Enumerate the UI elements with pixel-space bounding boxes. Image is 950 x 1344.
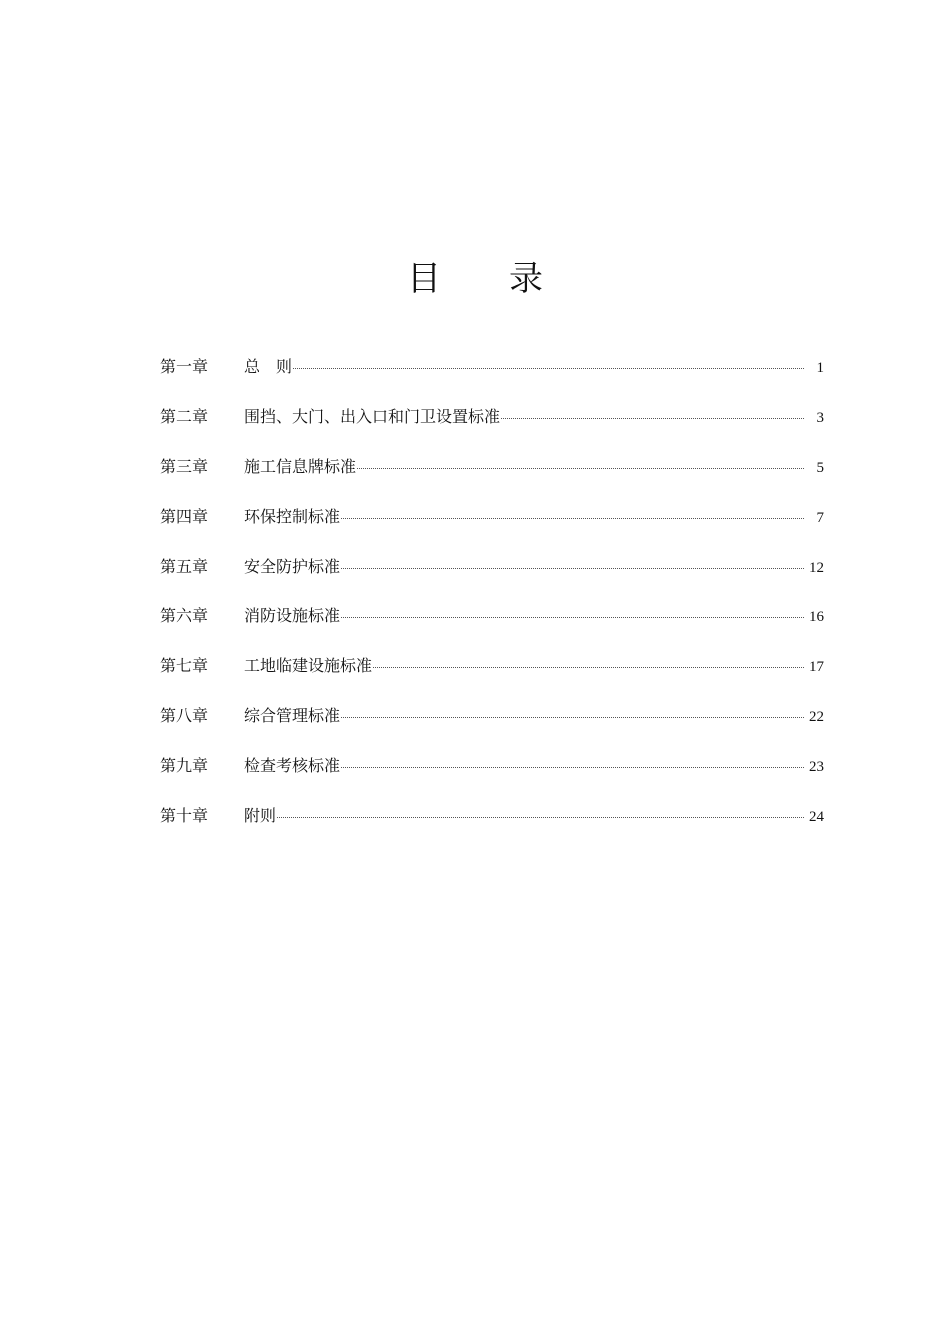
dot-leader bbox=[341, 554, 804, 569]
chapter-number: 第四章 bbox=[160, 506, 209, 526]
dot-leader bbox=[357, 454, 804, 469]
page-number: 17 bbox=[809, 659, 824, 676]
dot-leader bbox=[277, 803, 804, 818]
chapter-number: 第五章 bbox=[160, 556, 209, 576]
dot-leader bbox=[293, 354, 804, 369]
chapter-title: 环保控制标准 bbox=[244, 506, 341, 526]
toc-entry[interactable] bbox=[160, 649, 824, 699]
page-number: 3 bbox=[816, 409, 824, 426]
chapter-title: 总 则 bbox=[244, 357, 293, 376]
dot-leader bbox=[341, 504, 804, 519]
toc-entry[interactable] bbox=[160, 550, 824, 600]
toc-entry[interactable] bbox=[160, 500, 824, 550]
page-number: 5 bbox=[816, 459, 824, 476]
page-number: 23 bbox=[809, 759, 824, 776]
chapter-number: 第十章 bbox=[160, 806, 209, 826]
chapter-title: 工地临建设施标准 bbox=[244, 656, 373, 676]
toc-entry[interactable] bbox=[160, 450, 824, 500]
chapter-title: 综合管理标准 bbox=[244, 706, 341, 726]
chapter-title: 检查考核标准 bbox=[244, 756, 341, 776]
chapter-number: 第一章 bbox=[160, 357, 209, 376]
chapter-number: 第七章 bbox=[160, 656, 209, 676]
page-number: 16 bbox=[809, 609, 824, 626]
chapter-title: 消防设施标准 bbox=[244, 606, 341, 626]
dot-leader bbox=[341, 753, 804, 768]
toc-entry[interactable] bbox=[160, 599, 824, 649]
toc-entry[interactable] bbox=[160, 699, 824, 749]
chapter-number: 第八章 bbox=[160, 706, 209, 726]
chapter-number: 第二章 bbox=[160, 406, 209, 426]
chapter-number: 第三章 bbox=[160, 456, 209, 476]
dot-leader bbox=[341, 603, 804, 618]
page-number: 22 bbox=[809, 709, 824, 726]
chapter-title: 附则 bbox=[244, 806, 277, 826]
dot-leader bbox=[501, 404, 804, 419]
dot-leader bbox=[373, 653, 804, 668]
page-number: 7 bbox=[816, 509, 824, 526]
page-number: 24 bbox=[809, 809, 824, 826]
chapter-title: 施工信息牌标准 bbox=[244, 456, 357, 476]
chapter-title: 安全防护标准 bbox=[244, 556, 341, 576]
dot-leader bbox=[341, 703, 804, 718]
chapter-number: 第六章 bbox=[160, 606, 209, 626]
chapter-number: 第九章 bbox=[160, 756, 209, 776]
toc-list bbox=[160, 350, 824, 849]
chapter-title: 围挡、大门、出入口和门卫设置标准 bbox=[244, 406, 501, 426]
page-number: 1 bbox=[816, 360, 824, 376]
toc-entry[interactable] bbox=[160, 799, 824, 849]
toc-title: 目录 bbox=[407, 259, 611, 299]
page-number: 12 bbox=[809, 559, 824, 576]
toc-entry[interactable] bbox=[160, 350, 824, 400]
toc-entry[interactable] bbox=[160, 749, 824, 799]
toc-entry[interactable] bbox=[160, 400, 824, 450]
